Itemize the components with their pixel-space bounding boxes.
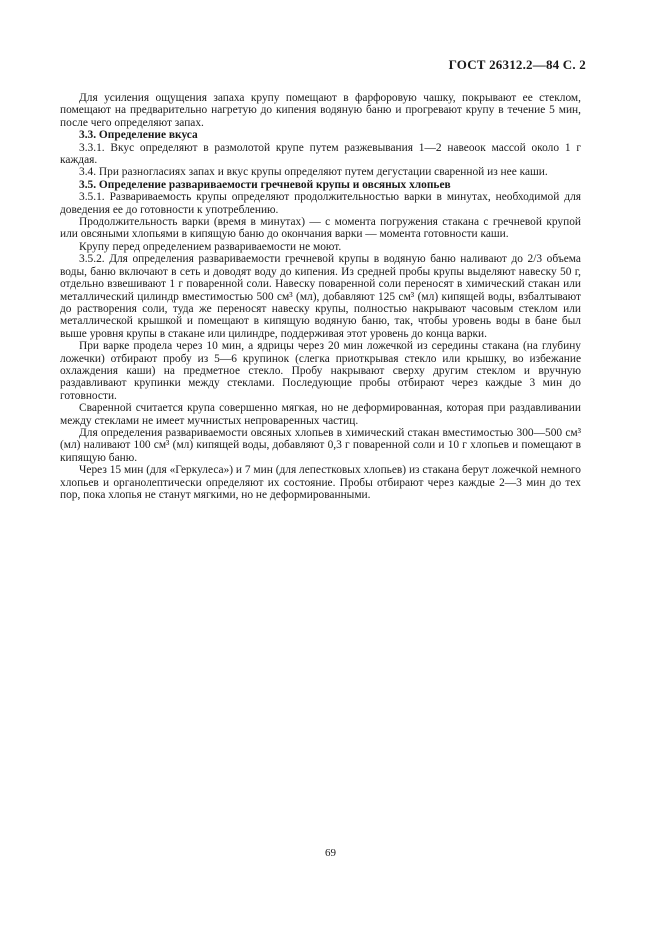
body-paragraph: Крупу перед определением развариваемости не моют. <box>79 240 342 253</box>
body-paragraph: Для усиления ощущения запаха крупу помещают в фарфоровую чашку, покрывают ее стеклом, помещают на предварительно нагретую до кипения водяную баню и прогревают крупу в течение 5 мин, после чего определяют запах. <box>60 92 581 129</box>
document-header: ГОСТ 26312.2—84 С. 2 <box>448 57 586 72</box>
body-paragraph: Сваренной считается крупа совершенно мягкая, но не деформированная, которая при раздавливании между стеклами не имеет мучнистых непроваренных частиц. <box>60 402 581 427</box>
document-body <box>60 92 581 501</box>
body-paragraph: 3.4. При разногласиях запах и вкус крупы определяют путем дегустации сваренной из нее каши. <box>79 166 548 179</box>
page-number: 69 <box>325 847 336 859</box>
body-paragraph: 3.5.1. Развариваемость крупы определяют продолжительностью варки в минутах, необходимой для доведения ее до готовности к употреблению. <box>60 191 581 216</box>
body-paragraph: 3.3.1. Вкус определяют в размолотой крупе путем разжевывания 1—2 навеоок массой около 1 г каждая. <box>60 141 581 167</box>
section-heading: 3.5. Определение развариваемости гречневой крупы и овсяных хлопьев <box>79 178 451 191</box>
section-heading: 3.3. Определение вкуса <box>79 129 198 142</box>
body-paragraph: Продолжительность варки (время в минутах) — с момента погружения стакана с гречневой крупой или овсяными хлопьями в кипящую баню до окончания варки — момента готовности каши. <box>60 216 581 241</box>
body-paragraph: При варке продела через 10 мин, а ядрицы через 20 мин ложечкой из середины стакана (на глубину ложечки) отбирают пробу из 5—6 крупинок (слегка приоткрывая стекло или крышку, во избежание охлаждения каши) на предметное стекло. Пробу накрывают сверху другим стеклом и вручную раздавливают крупинки между стеклами. Последующие пробы отбирают через каждые 3 мин до готовности. <box>60 340 581 402</box>
body-paragraph: 3.5.2. Для определения развариваемости гречневой крупы в водяную баню наливают до 2/3 объема воды, баню включают в сеть и доводят воду до кипения. Из средней пробы крупы выделяют навеску 50 г, отдельно взвешивают 1 г поваренной соли. Навеску поваренной соли переносят в химический стакан или металлический цилиндр вместимостью 500 см³ (мл), добавляют 125 см³ (мл) кипящей воды, взбалтывают до растворения соли, туда же переносят навеску крупы, полностью накрывают часовым стеклом или металлической крышкой и помещают в кипящую водяную баню, так, чтобы уровень воды в бане был выше уровня крупы в стакане или цилиндре, поддерживая этот уровень до конца варки. <box>60 253 581 340</box>
body-paragraph: Для определения развариваемости овсяных хлопьев в химический стакан вместимостью 300—500 см³ (мл) наливают 100 см³ (мл) кипящей воды, добавляют 0,3 г поваренной соли и 10 г хлопьев и помещают в кипящую баню. <box>60 426 581 464</box>
body-paragraph: Через 15 мин (для «Геркулеса») и 7 мин (для лепестковых хлопьев) из стакана берут ложечкой немного хлопьев и органолептически определяют их состояние. Пробы отбирают через каждые 2—3 мин до тех пор, пока хлопья не станут мягкими, но не деформированными. <box>60 464 581 501</box>
